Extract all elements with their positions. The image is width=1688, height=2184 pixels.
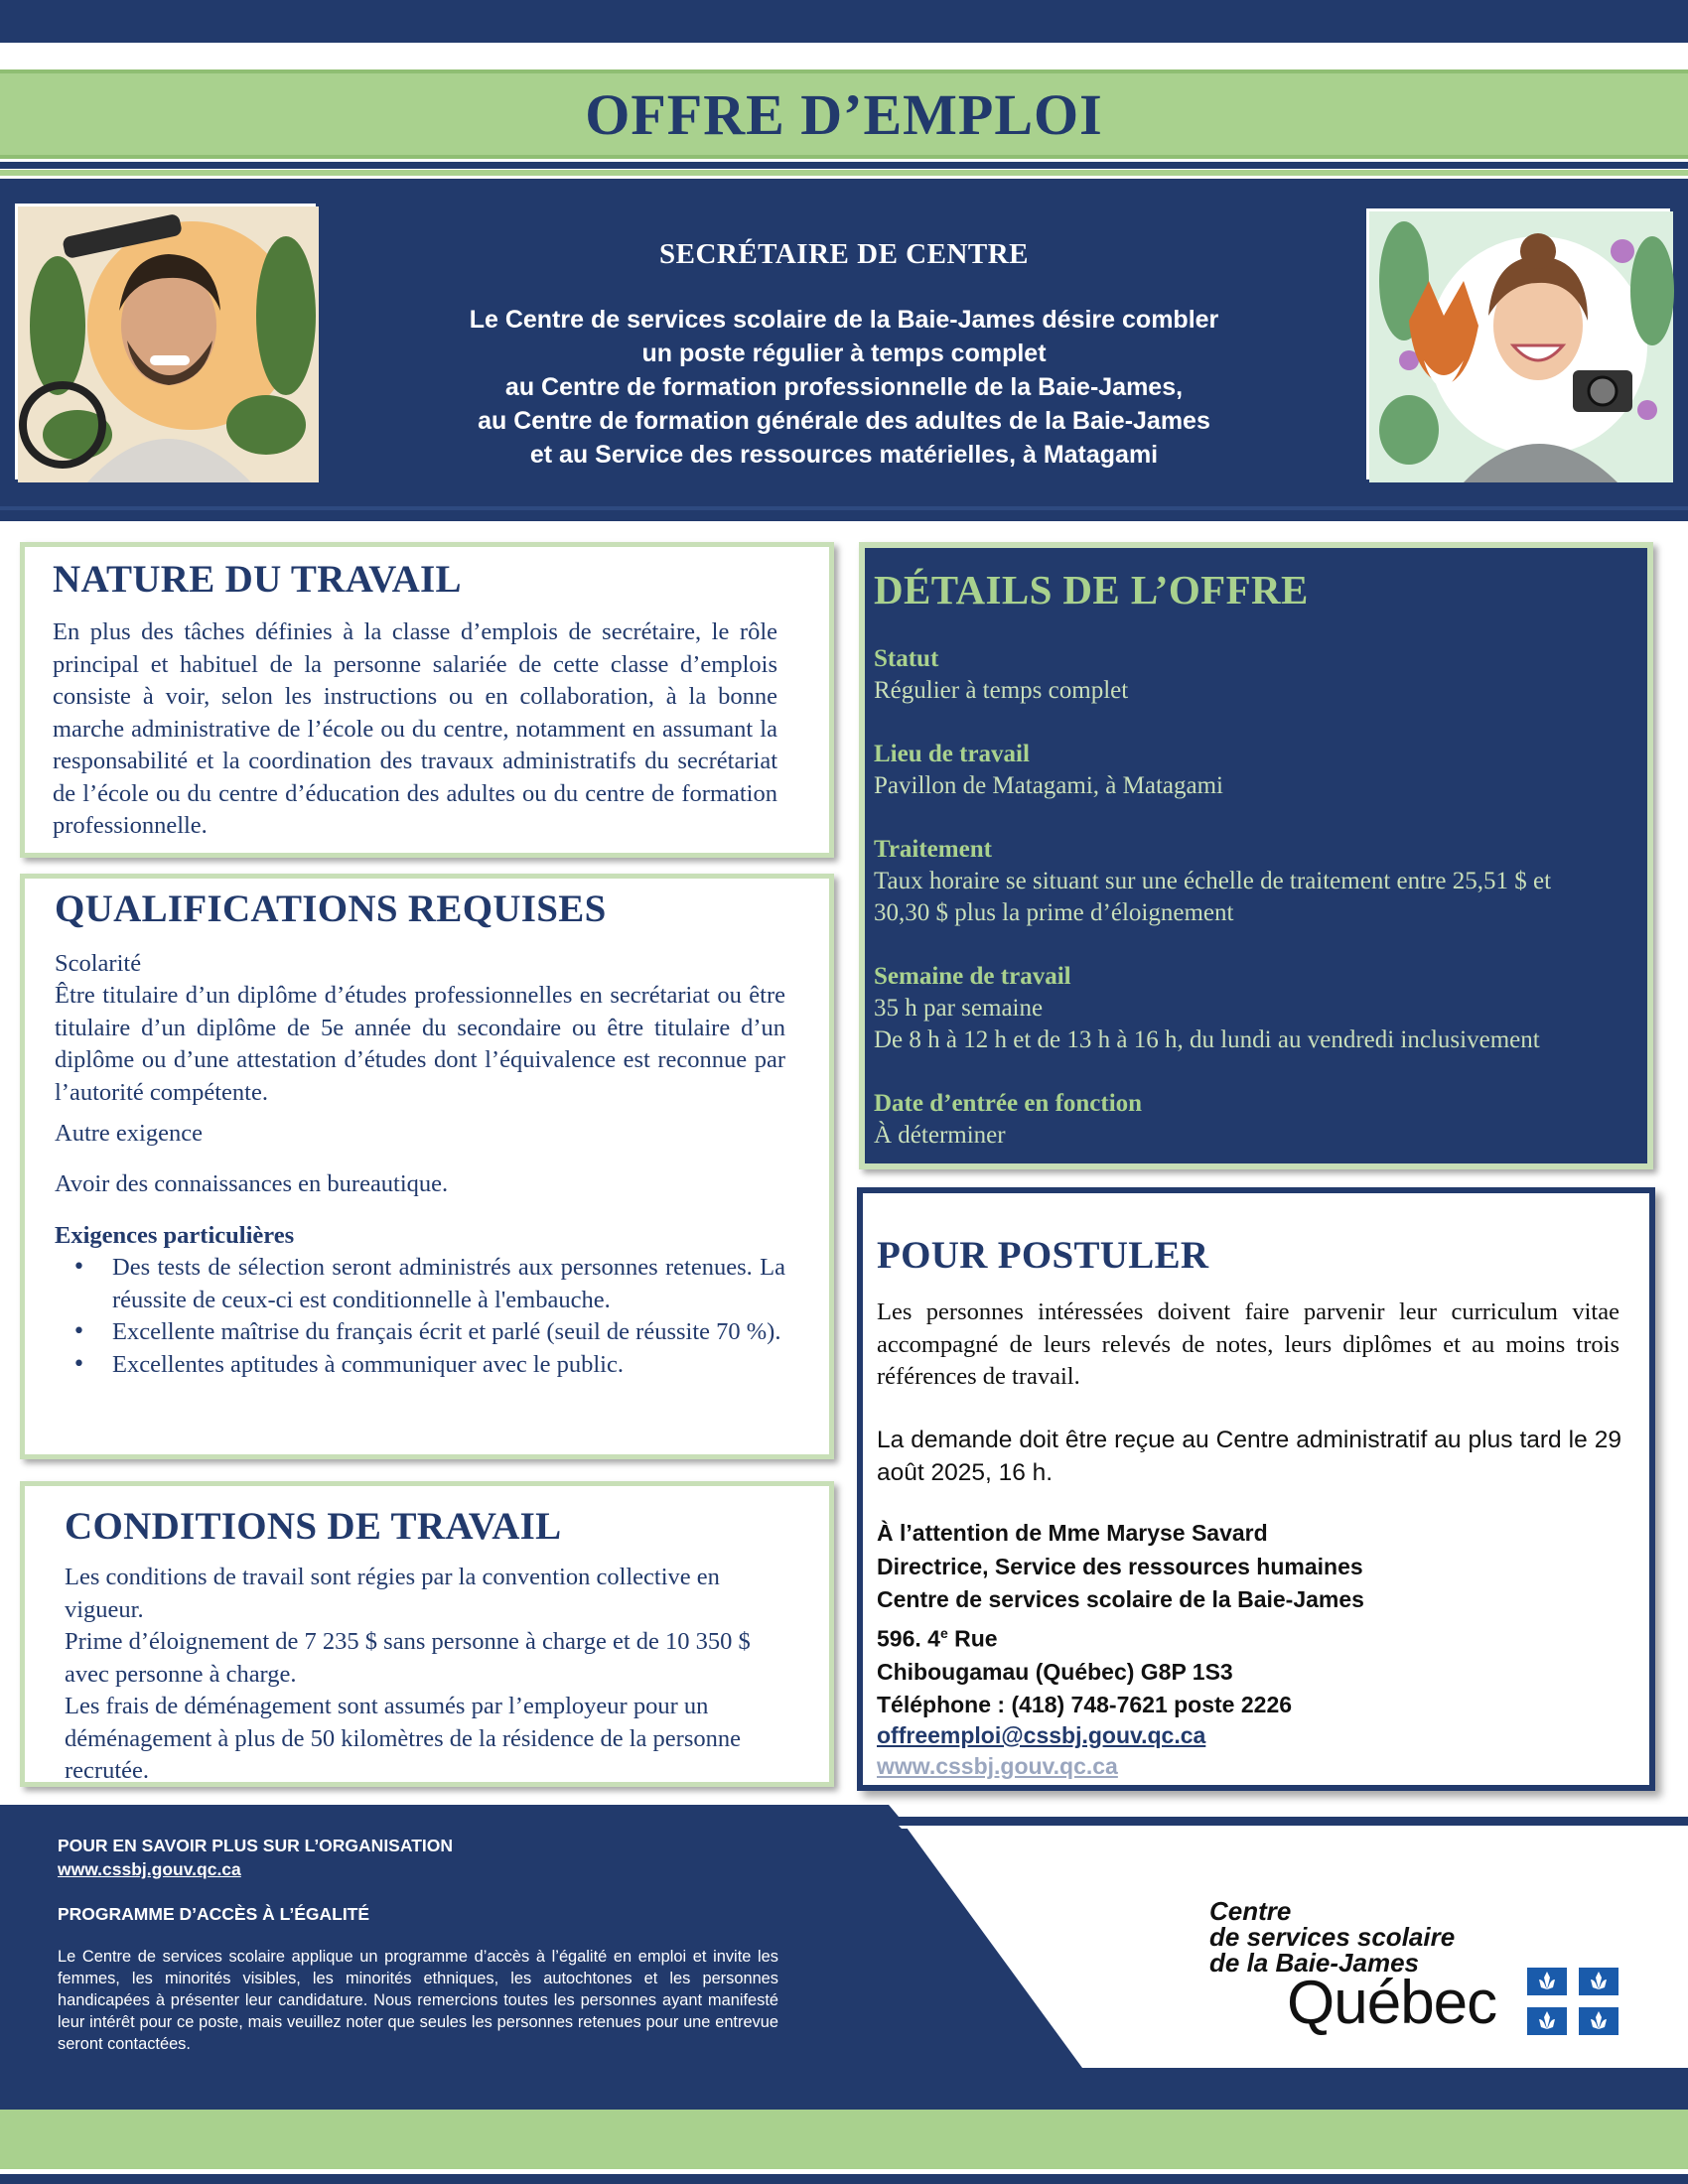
week-line: De 8 h à 12 h et de 13 h à 16 h, du lundi au vendredi inclusivement (874, 1026, 1540, 1053)
week-line: 35 h par semaine (874, 995, 1044, 1022)
list-item: • Excellente maîtrise du français écrit et parlé (seuil de réussite 70 %). (55, 1316, 785, 1349)
title-band (0, 69, 1688, 159)
contact-city: Chibougamau (Québec) G8P 1S3 (877, 1658, 1233, 1685)
contact-role: Directrice, Service des ressources humaines (877, 1553, 1363, 1579)
apply-heading: POUR POSTULER (877, 1234, 1209, 1277)
logo-line: Centre (1209, 1896, 1292, 1926)
intro-line: au Centre de formation générale des adultes de la Baie-James (478, 407, 1210, 435)
schooling-text: Être titulaire d’un diplôme d’études professionnelles en secrétariat ou être titulaire d’un diplôme de 5e année du secondaire ou être titulaire d’un diplôme ou d’une attestation d’études dont l’équivalence est reconnue par l’autorité compétente. (55, 982, 785, 1106)
schooling-label: Scolarité (55, 950, 142, 977)
start-label: Date d’entrée en fonction (874, 1090, 1143, 1117)
nature-box (20, 542, 834, 858)
conditions-p1: Les conditions de travail sont régies par la convention collective en vigueur. (65, 1564, 720, 1623)
salary-line: 30,30 $ plus la prime d’éloignement (874, 899, 1234, 926)
website-link-clipped[interactable]: www.cssbj.gouv.qc.ca (877, 1752, 1118, 1779)
page-title: OFFRE D’EMPLOI (585, 82, 1103, 147)
equality-text: Le Centre de services scolaire applique un programme d’accès à l’égalité en emploi et invite les femmes, les minorités visibles, les minorités ethniques, les autochtones et les personnes handicapées à présenter leur candidature. Nous remercions toutes les personnes ayant manifesté leur intérêt pour ce poste, mais veuillez noter que seules les personnes retenues pour une entrevue seront contactées. (58, 1948, 778, 2053)
week-label: Semaine de travail (874, 963, 1071, 990)
footer-bottom-edge (0, 2174, 1688, 2184)
details-box (859, 542, 1653, 1169)
intro-line: et au Service des ressources matérielles, à Matagami (529, 441, 1159, 469)
conditions-p2: Prime d’éloignement de 7 235 $ sans personne à charge et de 10 350 $ avec personne à charge. (65, 1628, 751, 1688)
job-title: SECRÉTAIRE DE CENTRE (658, 238, 1030, 270)
other-text: Avoir des connaissances en bureautique. (55, 1170, 449, 1197)
nature-text: En plus des tâches définies à la classe d’emplois de secrétaire, le rôle principal et habituel de la personne salariée de cette classe d’emplois consiste à voir, selon les instructions ou en collaboration, à la bonne marche administrative de l’école ou du centre, notamment en assumant la responsabilité et la coordination des travaux administratifs du secrétariat de l’école ou du centre d’éducation des adultes ou du centre de formation professionnelle. (53, 618, 777, 839)
footer-website-link[interactable]: www.cssbj.gouv.qc.ca (58, 1859, 241, 1879)
email-link[interactable]: offreemploi@cssbj.gouv.qc.ca (877, 1721, 1206, 1748)
intro-line: un poste régulier à temps complet (641, 340, 1047, 367)
qualifications-box (20, 874, 834, 1459)
fleur-de-lis-flag-icon (1527, 1968, 1618, 2035)
conditions-box (20, 1481, 834, 1787)
particular-label: Exigences particulières (55, 1222, 295, 1249)
apply-p2: La demande doit être reçue au Centre administratif au plus tard le 29 août 2025, 16 h. (877, 1427, 1621, 1486)
hero-bottom-line (0, 506, 1688, 510)
contact-street: 596. 4e Rue (877, 1624, 998, 1652)
footer-bottom-navy (0, 2068, 1688, 2110)
photo-woman-with-fox (1366, 208, 1670, 479)
footer-bottom-green (0, 2110, 1688, 2169)
cssbj-logo (1209, 1898, 1626, 2047)
apply-box (857, 1187, 1655, 1791)
place-label: Lieu de travail (874, 741, 1030, 767)
status-value: Régulier à temps complet (874, 677, 1129, 704)
logo-line: de services scolaire (1209, 1922, 1456, 1952)
logo-line: de la Baie-James (1209, 1948, 1420, 1978)
equality-heading: PROGRAMME D’ACCÈS À L’ÉGALITÉ (58, 1904, 370, 1924)
other-label: Autre exigence (55, 1120, 203, 1147)
quebec-wordmark: Québec (1287, 1969, 1497, 2037)
apply-p1: Les personnes intéressées doivent faire parvenir leur curriculum vitae accompagné de leurs relevés de notes, leurs diplômes et au moins trois références de travail. (877, 1298, 1619, 1390)
nature-heading: NATURE DU TRAVAIL (53, 558, 462, 601)
photo-man-with-telescope (15, 204, 316, 479)
divider-navy (0, 162, 1688, 169)
list-item: • Des tests de sélection seront administrés aux personnes retenues. La réussite de ceux-ci est conditionnelle à l'embauche. (55, 1252, 785, 1316)
start-value: À déterminer (874, 1122, 1006, 1149)
intro-line: au Centre de formation professionnelle de la Baie-James, (504, 373, 1184, 401)
particular-list (55, 1252, 785, 1381)
details-content (874, 643, 1643, 1152)
contact-org: Centre de services scolaire de la Baie-James (877, 1586, 1364, 1612)
conditions-heading: CONDITIONS DE TRAVAIL (65, 1505, 562, 1548)
conditions-p3: Les frais de déménagement sont assumés par l’employeur pour un déménagement à plus de 50 kilomètres de la résidence de la personne recrutée. (65, 1693, 741, 1784)
contact-attention: À l’attention de Mme Maryse Savard (877, 1520, 1268, 1546)
conditions-text (65, 1562, 799, 1788)
intro-line: Le Centre de services scolaire de la Baie-James désire combler (469, 306, 1219, 334)
salary-label: Traitement (874, 836, 992, 863)
top-navy-band (0, 0, 1688, 48)
place-value: Pavillon de Matagami, à Matagami (874, 772, 1223, 799)
contact-phone: Téléphone : (418) 748-7621 poste 2226 (877, 1692, 1293, 1718)
divider-green (0, 170, 1688, 176)
list-item: • Excellentes aptitudes à communiquer avec le public. (55, 1349, 785, 1382)
contact-block (877, 1517, 1631, 1779)
learn-more-heading: POUR EN SAVOIR PLUS SUR L’ORGANISATION (58, 1836, 453, 1855)
job-intro (328, 303, 1360, 472)
status-label: Statut (874, 645, 939, 672)
details-heading: DÉTAILS DE L’OFFRE (874, 567, 1309, 613)
qualifications-heading: QUALIFICATIONS REQUISES (55, 887, 607, 930)
salary-line: Taux horaire se situant sur une échelle de traitement entre 25,51 $ et (874, 868, 1552, 894)
